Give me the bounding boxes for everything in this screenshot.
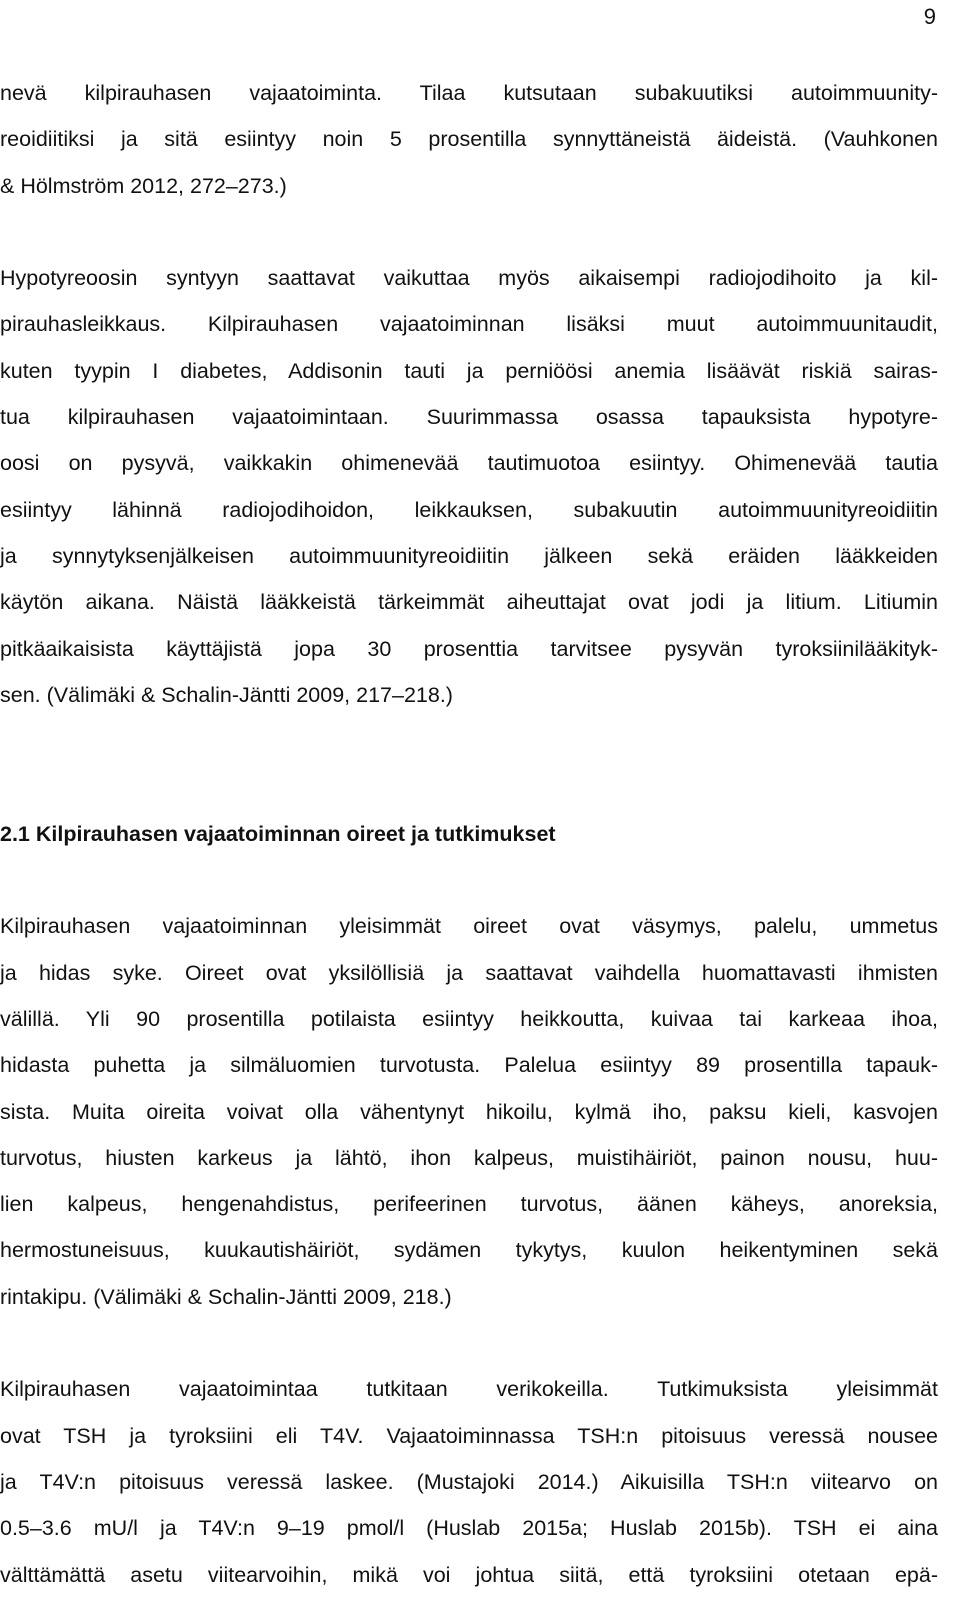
- text-line: ja synnytyksenjälkeisen autoimmuunityreoidiitin jälkeen sekä eräiden lääkkeiden: [0, 543, 938, 568]
- text-line: Kilpirauhasen vajaatoiminnan yleisimmät oireet ovat väsymys, palelu, ummetus: [0, 914, 938, 939]
- paragraph-3: [0, 903, 938, 1320]
- section-heading: 2.1 Kilpirauhasen vajaatoiminnan oireet ja tutkimukset: [0, 821, 556, 846]
- paragraph-gap: [0, 857, 938, 903]
- text-line: oosi on pysyvä, vaikkakin ohimenevää tautimuotoa esiintyy. Ohimenevää tautia: [0, 451, 938, 476]
- text-line: & Hölmström 2012, 272–273.): [0, 173, 287, 198]
- text-line: reoidiitiksi ja sitä esiintyy noin 5 prosentilla synnyttäneistä äideistä. (Vauhkonen: [0, 127, 938, 152]
- text-line: 0.5–3.6 mU/l ja T4V:n 9–19 pmol/l (Huslab 2015a; Huslab 2015b). TSH ei aina: [0, 1516, 938, 1541]
- paragraph-gap: [0, 718, 938, 764]
- text-line: sen. (Välimäki & Schalin-Jäntti 2009, 217–218.): [0, 682, 453, 707]
- text-line: ja hidas syke. Oireet ovat yksilöllisiä ja saattavat vaihdella huomattavasti ihmisten: [0, 960, 938, 985]
- text-line: lien kalpeus, hengenahdistus, perifeerinen turvotus, äänen käheys, anoreksia,: [0, 1192, 938, 1217]
- paragraph-1: [0, 70, 938, 209]
- text-line: sista. Muita oireita voivat olla vähentynyt hikoilu, kylmä iho, paksu kieli, kasvojen: [0, 1099, 938, 1124]
- text-line: Hypotyreoosin syntyyn saattavat vaikuttaa myös aikaisempi radiojodihoito ja kil-: [0, 266, 938, 291]
- text-line: kuten tyypin I diabetes, Addisonin tauti ja perniöösi anemia lisäävät riskiä sairas-: [0, 358, 938, 383]
- text-line: ja T4V:n pitoisuus veressä laskee. (Mustajoki 2014.) Aikuisilla TSH:n viitearvo on: [0, 1469, 938, 1494]
- page-number: 9: [923, 4, 936, 29]
- paragraph-2: [0, 255, 938, 718]
- text-line: ovat TSH ja tyroksiini eli T4V. Vajaatoiminnassa TSH:n pitoisuus veressä nousee: [0, 1423, 938, 1448]
- text-line: esiintyy lähinnä radiojodihoidon, leikkauksen, subakuutin autoimmuunityreoidiitin: [0, 497, 938, 522]
- text-line: tua kilpirauhasen vajaatoimintaan. Suurimmassa osassa tapauksista hypotyre-: [0, 405, 938, 430]
- text-line: hidasta puhetta ja silmäluomien turvotusta. Palelua esiintyy 89 prosentilla tapauk-: [0, 1053, 938, 1078]
- text-line: välttämättä asetu viitearvoihin, mikä voi johtua siitä, että tyroksiini otetaan epä-: [0, 1562, 938, 1587]
- text-line: välillä. Yli 90 prosentilla potilaista esiintyy heikkoutta, kuivaa tai karkeaa ihoa,: [0, 1006, 938, 1031]
- text-line: rintakipu. (Välimäki & Schalin-Jäntti 2009, 218.): [0, 1284, 452, 1309]
- text-line: käytön aikana. Näistä lääkkeistä tärkeimmät aiheuttajat ovat jodi ja litium. Litiumin: [0, 590, 938, 615]
- text-line: nevä kilpirauhasen vajaatoiminta. Tilaa kutsutaan subakuutiksi autoimmuunity-: [0, 81, 938, 105]
- paragraph-4: [0, 1366, 938, 1597]
- text-line: Kilpirauhasen vajaatoimintaa tutkitaan verikokeilla. Tutkimuksista yleisimmät: [0, 1377, 938, 1402]
- paragraph-gap: [0, 764, 938, 810]
- text-line: hermostuneisuus, kuukautishäiriöt, sydämen tykytys, kuulon heikentyminen sekä: [0, 1238, 938, 1263]
- document-body: [0, 70, 938, 1598]
- paragraph-gap: [0, 209, 938, 255]
- text-line: pirauhasleikkaus. Kilpirauhasen vajaatoiminnan lisäksi muut autoimmuunitaudit,: [0, 312, 938, 337]
- text-line: pitkäaikaisista käyttäjistä jopa 30 prosenttia tarvitsee pysyvän tyroksiinilääkityk-: [0, 636, 938, 661]
- paragraph-gap: [0, 1320, 938, 1366]
- text-line: turvotus, hiusten karkeus ja lähtö, ihon kalpeus, muistihäiriöt, painon nousu, huu-: [0, 1145, 938, 1170]
